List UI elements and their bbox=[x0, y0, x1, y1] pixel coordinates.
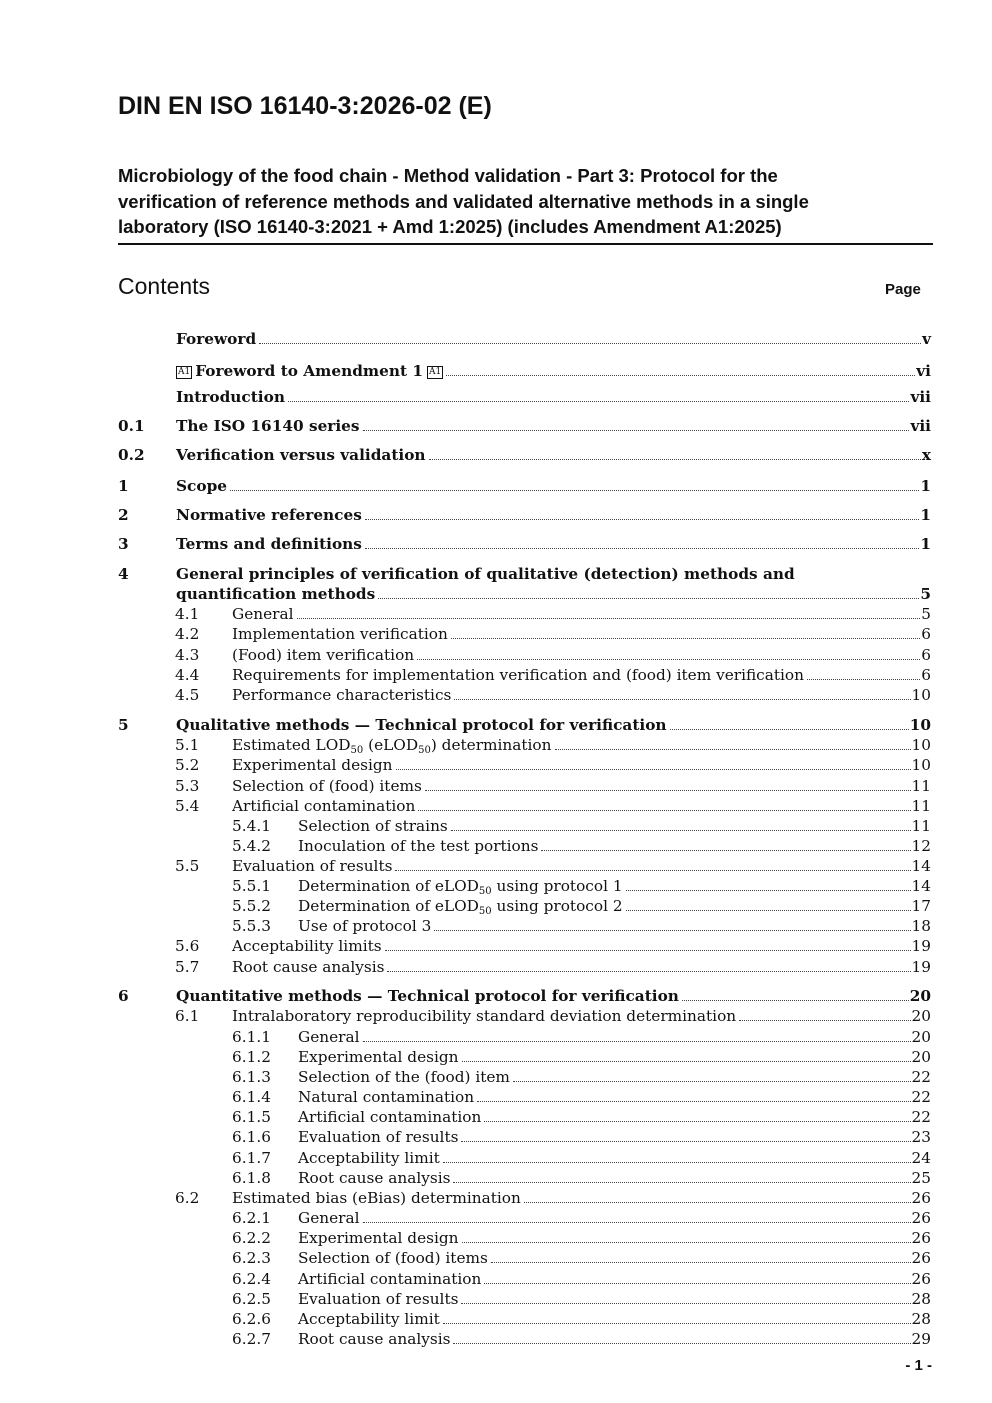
toc-leader bbox=[484, 1108, 910, 1122]
toc-title: Root cause analysis bbox=[232, 958, 385, 976]
toc-number: 6.2.4 bbox=[232, 1270, 271, 1288]
toc-entry-2[interactable] bbox=[118, 505, 931, 525]
toc-title: (Food) item verification bbox=[232, 646, 415, 664]
toc-entry-5-4[interactable] bbox=[118, 796, 931, 816]
toc-entry-6-2-1[interactable] bbox=[118, 1208, 931, 1228]
toc-leader bbox=[396, 756, 911, 770]
toc-entry-5-5[interactable] bbox=[118, 856, 931, 876]
toc-leader bbox=[807, 666, 920, 680]
toc-leader bbox=[524, 1189, 911, 1203]
toc-page: 28 bbox=[911, 1310, 931, 1328]
toc-title: Artificial contamination bbox=[298, 1108, 482, 1126]
toc-title: Acceptability limit bbox=[298, 1310, 440, 1328]
toc-title: General principles of verification of qualitative (detection) methods and bbox=[176, 565, 795, 583]
toc-entry-4-4[interactable] bbox=[118, 665, 931, 685]
toc-title: Inoculation of the test portions bbox=[298, 837, 539, 855]
toc-entry-6-1-6[interactable] bbox=[118, 1127, 931, 1147]
toc-number: 5.4.1 bbox=[232, 817, 271, 835]
toc-number: 6.1.3 bbox=[232, 1068, 271, 1086]
toc-leader bbox=[477, 1088, 910, 1102]
toc-title: Implementation verification bbox=[232, 625, 448, 643]
toc-leader bbox=[365, 506, 920, 520]
toc-leader bbox=[513, 1068, 911, 1082]
toc-leader bbox=[297, 605, 921, 619]
toc-leader bbox=[365, 535, 919, 549]
toc-entry-6-1-3[interactable] bbox=[118, 1067, 931, 1087]
page-number: - 1 - bbox=[905, 1357, 932, 1374]
toc-number: 6.1.7 bbox=[232, 1149, 271, 1167]
toc-title: Requirements for implementation verification and (food) item verification bbox=[232, 666, 804, 684]
toc-leader bbox=[682, 987, 909, 1001]
toc-number: 6.2.1 bbox=[232, 1209, 271, 1227]
toc-entry-foreword[interactable] bbox=[118, 329, 931, 349]
toc-number: 0.1 bbox=[118, 417, 145, 435]
toc-number: 4.5 bbox=[175, 686, 200, 704]
toc-title: Foreword to Amendment 1 bbox=[195, 362, 423, 380]
toc-entry-6-2-6[interactable] bbox=[118, 1309, 931, 1329]
toc-leader bbox=[417, 646, 920, 660]
toc-entry-4-1[interactable] bbox=[118, 604, 931, 624]
toc-page: 20 bbox=[911, 1028, 931, 1046]
toc-title: Acceptability limit bbox=[298, 1149, 440, 1167]
toc-leader bbox=[453, 1169, 910, 1183]
toc-number: 6.1.1 bbox=[232, 1028, 271, 1046]
toc-page: 26 bbox=[911, 1209, 931, 1227]
toc-number: 6.1.4 bbox=[232, 1088, 271, 1106]
toc-page: 10 bbox=[909, 716, 931, 734]
toc-entry-6-2-3[interactable] bbox=[118, 1248, 931, 1268]
toc-page: vii bbox=[910, 388, 931, 406]
amendment-end-icon: A1 bbox=[428, 367, 442, 377]
toc-leader bbox=[555, 736, 911, 750]
toc-entry-introduction[interactable] bbox=[118, 387, 931, 407]
toc-entry-6-2-2[interactable] bbox=[118, 1228, 931, 1248]
toc-page: 20 bbox=[909, 987, 931, 1005]
toc-entry-6-2[interactable] bbox=[118, 1188, 931, 1208]
toc-number: 5.7 bbox=[175, 958, 200, 976]
toc-number: 2 bbox=[118, 506, 129, 524]
toc-title: Evaluation of results bbox=[232, 857, 393, 875]
toc-title: Terms and definitions bbox=[176, 535, 362, 553]
toc-leader bbox=[387, 958, 910, 972]
toc-entry-4-continued[interactable] bbox=[118, 584, 931, 604]
toc-entry-4-2[interactable] bbox=[118, 624, 931, 644]
toc-number: 5.5 bbox=[175, 857, 200, 875]
toc-page: 11 bbox=[911, 817, 931, 835]
toc-number: 0.2 bbox=[118, 446, 145, 464]
toc-entry-5-2[interactable] bbox=[118, 755, 931, 775]
toc-page: 6 bbox=[921, 625, 931, 643]
toc-entry-5-4-1[interactable] bbox=[118, 816, 931, 836]
toc-number: 4.4 bbox=[175, 666, 200, 684]
toc-page: x bbox=[921, 446, 931, 464]
toc-page: 26 bbox=[911, 1249, 931, 1267]
toc-leader bbox=[434, 917, 910, 931]
toc-entry-5-4-2[interactable] bbox=[118, 836, 931, 856]
toc-number: 5.5.1 bbox=[232, 877, 271, 895]
toc-page: 18 bbox=[911, 917, 931, 935]
toc-title: Experimental design bbox=[298, 1229, 459, 1247]
toc-page: 26 bbox=[911, 1189, 931, 1207]
toc-number: 5 bbox=[118, 716, 129, 734]
toc-title: Quantitative methods — Technical protocol for verification bbox=[176, 987, 679, 1005]
toc-page: 10 bbox=[911, 756, 931, 774]
toc-number: 5.1 bbox=[175, 736, 200, 754]
toc-leader bbox=[425, 777, 911, 791]
toc-entry-0-2[interactable] bbox=[118, 445, 931, 465]
toc-leader bbox=[491, 1249, 911, 1263]
toc-entry-4[interactable] bbox=[118, 564, 931, 584]
toc-entry-5-7[interactable] bbox=[118, 957, 931, 977]
toc-page: 11 bbox=[911, 797, 931, 815]
toc-page: 5 bbox=[920, 585, 931, 603]
toc-title: Natural contamination bbox=[298, 1088, 475, 1106]
toc-number: 5.5.3 bbox=[232, 917, 271, 935]
toc-title: General bbox=[298, 1209, 360, 1227]
toc-leader bbox=[451, 625, 920, 639]
toc-entry-6-2-5[interactable] bbox=[118, 1289, 931, 1309]
toc-number: 6.1.2 bbox=[232, 1048, 271, 1066]
toc-number: 4.1 bbox=[175, 605, 200, 623]
toc-entry-5[interactable] bbox=[118, 715, 931, 735]
toc-leader bbox=[288, 388, 910, 402]
toc-page: 5 bbox=[921, 605, 931, 623]
toc-title: Estimated bias (eBias) determination bbox=[232, 1189, 521, 1207]
toc-number: 6.1.8 bbox=[232, 1169, 271, 1187]
toc-entry-6-2-4[interactable] bbox=[118, 1269, 931, 1289]
toc-number: 4.3 bbox=[175, 646, 200, 664]
toc-number: 5.4 bbox=[175, 797, 200, 815]
toc-number: 6.1.5 bbox=[232, 1108, 271, 1126]
toc-page: 19 bbox=[911, 937, 931, 955]
toc-page: 22 bbox=[911, 1108, 931, 1126]
toc-title: Normative references bbox=[176, 506, 362, 524]
toc-leader bbox=[461, 1128, 910, 1142]
toc-leader bbox=[541, 837, 910, 851]
toc-title: Introduction bbox=[176, 388, 285, 406]
toc-title: Verification versus validation bbox=[176, 446, 426, 464]
toc-page: 28 bbox=[911, 1290, 931, 1308]
toc-number: 5.3 bbox=[175, 777, 200, 795]
document-code: DIN EN ISO 16140-3:2026-02 (E) bbox=[118, 92, 492, 120]
toc-title: Artificial contamination bbox=[298, 1270, 482, 1288]
toc-title: Selection of strains bbox=[298, 817, 448, 835]
toc-leader bbox=[462, 1229, 911, 1243]
toc-leader bbox=[395, 857, 910, 871]
toc-entry-5-5-3[interactable] bbox=[118, 916, 931, 936]
toc-page: vii bbox=[910, 417, 931, 435]
toc-page: 22 bbox=[911, 1068, 931, 1086]
toc-number: 6 bbox=[118, 987, 129, 1005]
toc-entry-6-1-5[interactable] bbox=[118, 1107, 931, 1127]
toc-title: Scope bbox=[176, 477, 227, 495]
toc-page: 19 bbox=[911, 958, 931, 976]
toc-title: Determination of eLOD$_{50}$ using protocol 2 bbox=[298, 897, 623, 917]
toc-number: 3 bbox=[118, 535, 129, 553]
toc-leader bbox=[429, 446, 921, 460]
toc-page: 26 bbox=[911, 1270, 931, 1288]
toc-page: v bbox=[922, 330, 931, 348]
toc-leader bbox=[446, 362, 915, 376]
toc-page: 11 bbox=[911, 777, 931, 795]
document-title-line: Microbiology of the food chain - Method validation - Part 3: Protocol for the bbox=[118, 165, 778, 186]
toc-entry-4-3[interactable] bbox=[118, 645, 931, 665]
toc-page: vi bbox=[916, 362, 931, 380]
toc-title: Estimated $LOD_{50}$ (eLOD$_{50}$) determination bbox=[232, 736, 552, 756]
toc-leader bbox=[443, 1310, 911, 1324]
toc-title: Qualitative methods — Technical protocol for verification bbox=[176, 716, 667, 734]
toc-leader bbox=[739, 1007, 910, 1021]
toc-title: Experimental design bbox=[298, 1048, 459, 1066]
toc-entry-1[interactable] bbox=[118, 476, 931, 496]
toc-leader bbox=[259, 330, 921, 344]
toc-entry-4-5[interactable] bbox=[118, 685, 931, 705]
toc-title: Intralaboratory reproducibility standard deviation determination bbox=[232, 1007, 737, 1025]
toc-page: 10 bbox=[911, 736, 931, 754]
toc-page: 12 bbox=[911, 837, 931, 855]
toc-entry-foreword-amendment[interactable] bbox=[118, 361, 931, 381]
toc-page: 1 bbox=[920, 506, 931, 524]
toc-number: 6.1 bbox=[175, 1007, 200, 1025]
toc-leader bbox=[670, 716, 909, 730]
toc-entry-6-1-8[interactable] bbox=[118, 1168, 931, 1188]
toc-leader bbox=[363, 417, 910, 431]
toc-title: Selection of (food) items bbox=[298, 1249, 488, 1267]
toc-number: 6.1.6 bbox=[232, 1128, 271, 1146]
toc-title: Use of protocol 3 bbox=[298, 917, 432, 935]
toc-entry-5-1[interactable] bbox=[118, 735, 931, 755]
contents-heading: Contents bbox=[118, 273, 211, 299]
toc-number: 4 bbox=[118, 565, 129, 583]
toc-number: 5.6 bbox=[175, 937, 200, 955]
toc-page: 20 bbox=[911, 1048, 931, 1066]
toc-number: 6.2 bbox=[175, 1189, 200, 1207]
toc-leader bbox=[443, 1149, 911, 1163]
toc-leader bbox=[484, 1270, 910, 1284]
toc-number: 5.5.2 bbox=[232, 897, 271, 915]
toc-number: 5.2 bbox=[175, 756, 200, 774]
toc-leader bbox=[454, 686, 910, 700]
toc-title: Acceptability limits bbox=[232, 937, 382, 955]
toc-title: Evaluation of results bbox=[298, 1128, 459, 1146]
toc-page: 1 bbox=[920, 477, 931, 495]
document-title-line: laboratory (ISO 16140-3:2021 + Amd 1:2025) (includes Amendment A1:2025) bbox=[118, 216, 782, 237]
toc-title: Root cause analysis bbox=[298, 1169, 451, 1187]
document-title bbox=[118, 163, 933, 245]
toc-entry-3[interactable] bbox=[118, 534, 931, 554]
toc-page: 22 bbox=[911, 1088, 931, 1106]
toc-title: Determination of eLOD$_{50}$ using protocol 1 bbox=[298, 877, 623, 897]
toc-title: General bbox=[232, 605, 294, 623]
toc-page: 6 bbox=[921, 646, 931, 664]
toc-entry-6-1-7[interactable] bbox=[118, 1148, 931, 1168]
toc-entry-6-1-1[interactable] bbox=[118, 1027, 931, 1047]
toc-leader bbox=[626, 897, 911, 911]
toc-leader bbox=[453, 1330, 910, 1344]
toc-leader bbox=[462, 1048, 911, 1062]
toc-title-continued: quantification methods bbox=[176, 585, 376, 603]
toc-entry-5-5-1[interactable] bbox=[118, 876, 931, 896]
toc-title: The ISO 16140 series bbox=[176, 417, 360, 435]
toc-leader bbox=[363, 1028, 911, 1042]
toc-page: 23 bbox=[911, 1128, 931, 1146]
document-title-line: verification of reference methods and validated alternative methods in a single bbox=[118, 190, 809, 212]
toc-number: 1 bbox=[118, 477, 129, 495]
toc-title: Artificial contamination bbox=[232, 797, 416, 815]
toc-title: Evaluation of results bbox=[298, 1290, 459, 1308]
toc-page: 10 bbox=[911, 686, 931, 704]
toc-entry-6-1[interactable] bbox=[118, 1006, 931, 1026]
toc-entry-0-1[interactable] bbox=[118, 416, 931, 436]
toc-leader bbox=[378, 585, 919, 599]
amendment-start-icon: A1 bbox=[178, 367, 191, 377]
toc-entry-5-5-2[interactable] bbox=[118, 896, 931, 916]
toc-entry-6-1-2[interactable] bbox=[118, 1047, 931, 1067]
toc-number: 4.2 bbox=[175, 625, 200, 643]
toc-page: 26 bbox=[911, 1229, 931, 1247]
toc-leader bbox=[461, 1290, 910, 1304]
toc-title: Experimental design bbox=[232, 756, 393, 774]
toc-entry-5-6[interactable] bbox=[118, 936, 931, 956]
toc-title: Selection of (food) items bbox=[232, 777, 422, 795]
toc-leader bbox=[451, 817, 911, 831]
toc-number: 6.2.2 bbox=[232, 1229, 271, 1247]
toc-page: 25 bbox=[911, 1169, 931, 1187]
toc-number: 6.2.6 bbox=[232, 1310, 271, 1328]
toc-entry-6-1-4[interactable] bbox=[118, 1087, 931, 1107]
toc-leader bbox=[363, 1209, 911, 1223]
toc-title: Selection of the (food) item bbox=[298, 1068, 510, 1086]
toc-page: 29 bbox=[911, 1330, 931, 1348]
toc-number: 6.2.5 bbox=[232, 1290, 271, 1308]
toc-title: General bbox=[298, 1028, 360, 1046]
toc-number: 6.2.7 bbox=[232, 1330, 271, 1348]
toc-number: 5.4.2 bbox=[232, 837, 271, 855]
toc-leader bbox=[385, 937, 911, 951]
toc-leader bbox=[418, 797, 910, 811]
toc-page: 24 bbox=[911, 1149, 931, 1167]
toc-title: Foreword bbox=[176, 330, 257, 348]
toc-title: Performance characteristics bbox=[232, 686, 452, 704]
toc-page: 20 bbox=[911, 1007, 931, 1025]
toc-page: 6 bbox=[921, 666, 931, 684]
toc-leader bbox=[230, 477, 919, 491]
toc-page: 14 bbox=[911, 857, 931, 875]
toc-entry-6[interactable] bbox=[118, 986, 931, 1006]
toc-page: 1 bbox=[920, 535, 931, 553]
toc-title: Root cause analysis bbox=[298, 1330, 451, 1348]
toc-leader bbox=[626, 877, 911, 891]
toc-page: 14 bbox=[911, 877, 931, 895]
toc-page: 17 bbox=[911, 897, 931, 915]
toc-entry-5-3[interactable] bbox=[118, 776, 931, 796]
toc-entry-6-2-7[interactable] bbox=[118, 1329, 931, 1349]
page-column-label: Page bbox=[885, 281, 921, 298]
toc-number: 6.2.3 bbox=[232, 1249, 271, 1267]
